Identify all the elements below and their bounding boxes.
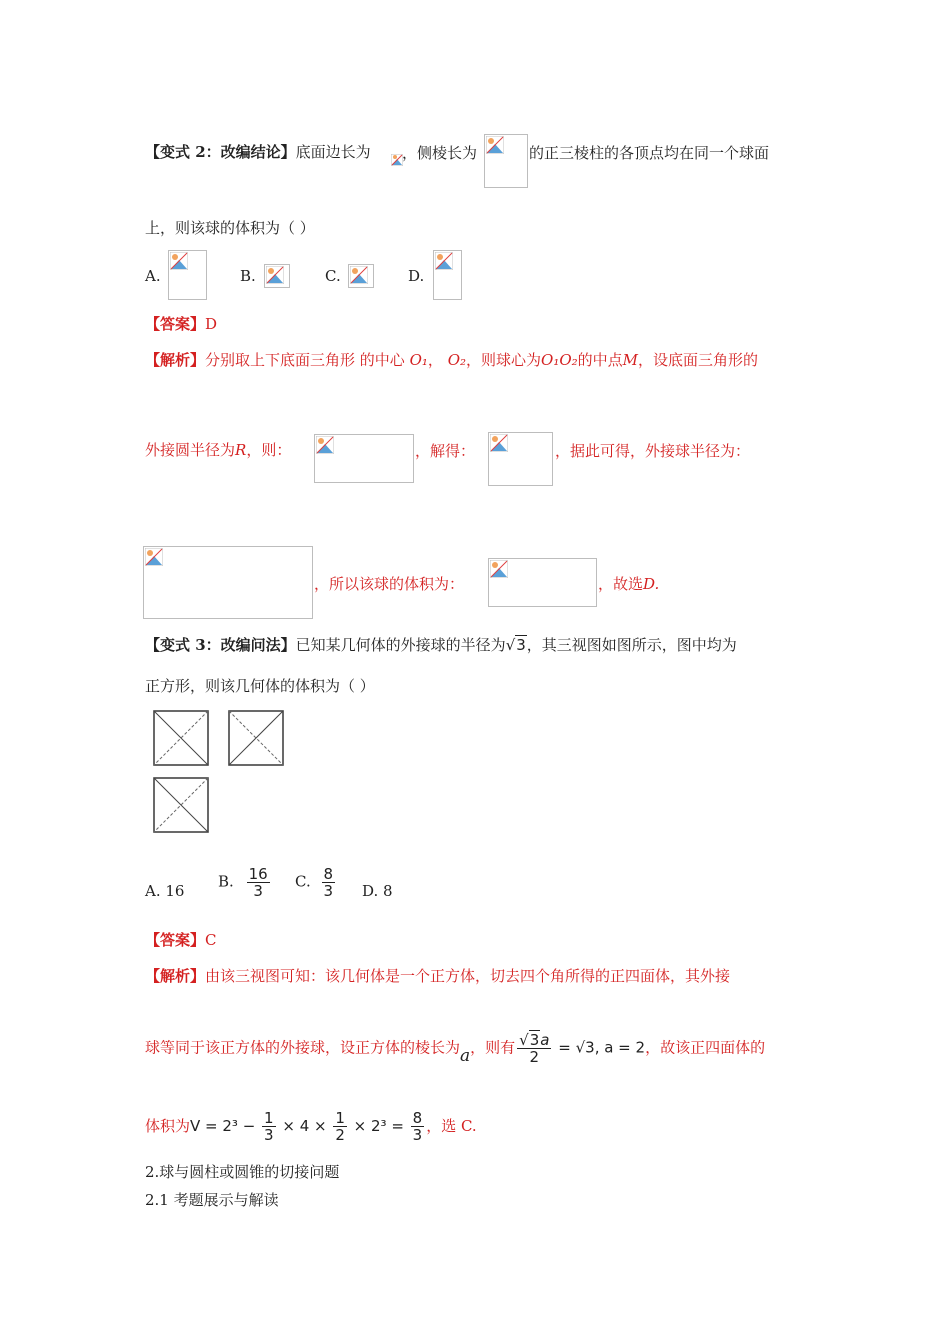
v3-option-d: D. 8: [362, 882, 393, 900]
v2-c3: D.: [643, 575, 660, 593]
v2-answer-label: 【答案】: [145, 315, 206, 333]
top-view-square: [154, 778, 208, 832]
v2-b2: ，则：: [246, 441, 292, 459]
v3-text1: 已知某几何体的外接球的半径为: [295, 636, 506, 654]
v3-answer-label: 【答案】: [145, 931, 206, 949]
v2-r: R: [235, 441, 247, 459]
v2-option-c-label: C.: [325, 267, 341, 285]
v3-analysis-line3: [145, 1110, 477, 1143]
frac-den: 3: [412, 1126, 423, 1144]
frac-eight-thirds: [411, 1110, 425, 1143]
v3-option-c-label: C.: [295, 872, 311, 891]
frac-num: 1: [264, 1109, 274, 1127]
v2-question-line1: [145, 142, 371, 162]
frac-den: 2: [529, 1048, 540, 1066]
v2-text4: 上，则该球的体积为（ ）: [145, 219, 315, 237]
v3-question-line1: [145, 635, 737, 655]
v2-c2-wrap: [598, 573, 659, 594]
frac-den: 3: [323, 882, 334, 900]
v2-option-d-label: D.: [408, 267, 425, 285]
v3-option-b: [218, 866, 272, 899]
formula-part2: × 4 ×: [277, 1117, 332, 1135]
broken-image-icon: [488, 432, 553, 486]
v2-c2: ，故选: [598, 575, 644, 593]
section-heading-2-1: 2.1 考题展示与解读: [145, 1191, 279, 1209]
v2-a1: 分别取上下底面三角形 的中心: [205, 351, 405, 369]
v3-analysis-label: 【解析】: [145, 967, 206, 985]
frac-den: 3: [264, 1126, 274, 1144]
three-view-diagram: [150, 708, 290, 838]
v3-sqrt3-value: 3: [516, 636, 526, 654]
frac-one-half: [333, 1110, 347, 1143]
v2-text1: 底面边长为: [295, 143, 371, 161]
broken-image-icon: [488, 558, 597, 607]
v3-text2: ，其三视图如图所示，图中均为: [526, 636, 737, 654]
v2-a3: 的中点: [577, 351, 623, 369]
broken-image-icon: [264, 264, 290, 288]
v2-o1: O₁: [409, 351, 428, 369]
v2-m: M: [622, 351, 639, 369]
broken-image-icon: [314, 434, 414, 483]
v3-frac-sqrt3a-over-2: [517, 1032, 551, 1065]
broken-image-icon: [168, 250, 207, 300]
broken-image-icon: [348, 264, 374, 288]
frac-num: √3a: [519, 1031, 550, 1049]
v3-a-var: a: [460, 1045, 471, 1066]
v2-analysis-label: 【解析】: [145, 351, 206, 369]
frac-num: 16: [248, 865, 268, 883]
formula-part1: V = 2³ −: [190, 1117, 261, 1135]
v3-volume-formula: [190, 1109, 426, 1144]
v2-answer: [145, 314, 217, 334]
v2-comma: ，: [427, 351, 443, 369]
v2-o2: O₂: [447, 351, 466, 369]
v3-sqrt3: √3: [505, 636, 526, 654]
v3-c1: 体积为: [145, 1117, 191, 1135]
v2-answer-value: D: [205, 315, 218, 333]
v2-analysis-line1: [145, 350, 758, 370]
frac-num: 8: [323, 865, 334, 883]
v3-b3: = √3, a = 2: [553, 1038, 646, 1057]
broken-image-icon: [484, 134, 528, 188]
frac-den: 3: [253, 882, 263, 900]
v2-b4: ，据此可得，外接球半径为：: [555, 442, 751, 460]
front-view-square: [154, 711, 208, 765]
v2-text3: 的正三棱柱的各顶点均在同一个球面: [529, 144, 770, 162]
formula-part3: × 2³ =: [348, 1117, 409, 1135]
v2-a2: ，则球心为: [466, 351, 542, 369]
v3-b2: ，则有: [470, 1038, 516, 1057]
v2-b1: 外接圆半径为: [145, 441, 236, 459]
v3-bracket: 【变式 3：改编问法】: [145, 636, 296, 654]
v3-option-b-frac: [247, 866, 270, 899]
v3-option-c: [295, 866, 337, 899]
frac-one-third: [262, 1110, 276, 1143]
frac-num-sqrt: 3: [529, 1031, 540, 1049]
frac-num: 1: [335, 1109, 345, 1127]
frac-den: 2: [335, 1126, 345, 1144]
v2-option-b-label: B.: [240, 267, 256, 285]
v3-answer: [145, 930, 217, 950]
v3-analysis-line2: [145, 1032, 765, 1065]
v2-bracket: 【变式 2：改编结论】: [145, 143, 296, 161]
v2-a4: ，设底面三角形的: [638, 351, 759, 369]
v3-option-c-frac: [322, 866, 336, 899]
v2-b3: ，解得：: [415, 442, 476, 460]
v2-o1o2: O₁O₂: [541, 351, 578, 369]
v3-a1: 由该三视图可知：该几何体是一个正方体，切去四个角所得的正四面体，其外接: [205, 967, 731, 985]
v3-answer-value: C: [205, 931, 217, 949]
v2-c1: ，所以该球的体积为：: [314, 575, 465, 593]
frac-num: 8: [412, 1109, 423, 1127]
frac-num-a: a: [540, 1031, 550, 1049]
v3-b1: 球等同于该正方体的外接球，设正方体的棱长为: [145, 1038, 461, 1057]
side-view-square: [229, 711, 283, 765]
v3-c2: ，选 C.: [426, 1117, 477, 1135]
broken-image-icon: [433, 250, 462, 300]
v2-text2: ，侧棱长为: [402, 144, 478, 162]
section-heading-2: 2.球与圆柱或圆锥的切接问题: [145, 1163, 340, 1181]
broken-image-icon: [143, 546, 313, 619]
v2-analysis-line2: [145, 440, 291, 460]
v2-option-a-label: A.: [145, 267, 161, 285]
v3-analysis-line1: [145, 966, 730, 986]
v3-option-b-label: B.: [218, 872, 234, 891]
v3-b4: ，故该正四面体的: [645, 1038, 766, 1057]
v3-option-a: A. 16: [145, 882, 185, 900]
v3-text3: 正方形，则该几何体的体积为（ ）: [145, 677, 375, 695]
